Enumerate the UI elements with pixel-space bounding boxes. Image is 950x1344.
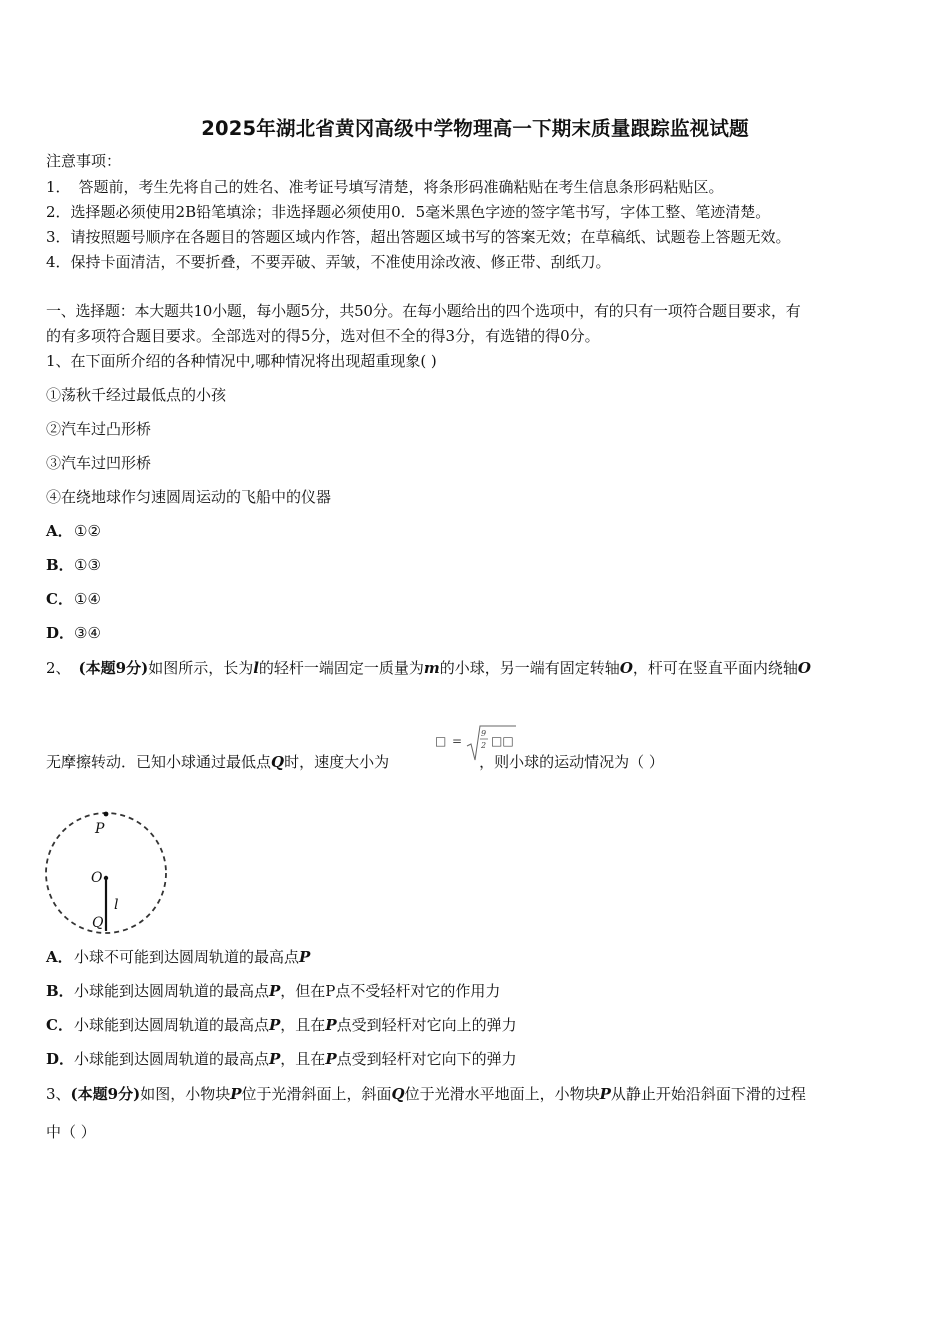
option-text: 小球能到达圆周轨道的最高点: [74, 982, 270, 1000]
notice-text: 请按照题号顺序在各题目的答题区域内作答，超出答题区域书写的答案无效；在草稿纸、试题卷上答题无效。: [70, 228, 791, 246]
var-m: m: [423, 659, 440, 677]
q2-text: 的轻杆一端固定一质量为: [258, 659, 424, 677]
notice-text: 保持卡面清洁，不要折叠，不要弄破、弄皱，不准使用涂改液、修正带、刮纸刀。: [70, 253, 611, 271]
label-q: Q: [92, 915, 104, 931]
option-label: A．: [46, 522, 73, 540]
var-p: P: [269, 1050, 281, 1068]
option-label: B．: [46, 982, 74, 1000]
var-p: P: [269, 982, 281, 1000]
label-l: l: [114, 897, 119, 913]
q2-option-c: [46, 1016, 517, 1034]
label-p: P: [95, 821, 105, 837]
var-p: P: [269, 1016, 281, 1034]
q2-text: 时，速度大小为: [284, 753, 390, 771]
q2-text: ，杆可在竖直平面内绕轴: [632, 659, 798, 677]
var-l: l: [253, 659, 259, 677]
formula-num: 9: [481, 729, 487, 738]
q1-option-b: [46, 556, 101, 574]
notice-item: [46, 203, 770, 221]
axis-o-dot: [104, 876, 108, 880]
q1-item: ③汽车过凹形桥: [46, 454, 152, 472]
var-p: P: [325, 1050, 337, 1068]
formula-tail: □□: [491, 734, 514, 748]
q2-text: 如图所示，长为: [148, 659, 254, 677]
var-o: O: [797, 659, 811, 677]
option-label: A．: [46, 948, 73, 966]
option-label: D．: [46, 624, 75, 642]
var-q: Q: [391, 1085, 405, 1103]
notice-num: 3．: [46, 228, 71, 246]
q3-stem-line2: 中（ ）: [46, 1123, 96, 1141]
section-intro-line1: 一、选择题：本大题共10小题，每小题5分，共50分。在每小题给出的四个选项中，有的只有一项符合题目要求，有: [46, 302, 801, 320]
q1-item: ④在绕地球作匀速圆周运动的飞船中的仪器: [46, 488, 332, 506]
option-label: D．: [46, 1050, 75, 1068]
q3-score: (本题9分): [70, 1085, 141, 1103]
option-label: C．: [46, 1016, 73, 1034]
q1-option-c: [46, 590, 101, 608]
option-label: B．: [46, 556, 74, 574]
notice-heading: 注意事项：: [46, 152, 122, 170]
notice-item: [46, 228, 791, 246]
notice-num: 1．: [46, 178, 71, 196]
option-text: ，且在: [280, 1016, 326, 1034]
formula-lhs: □: [435, 734, 447, 748]
notice-item: [46, 178, 724, 196]
option-label: C．: [46, 590, 73, 608]
option-text: ①③: [74, 556, 101, 574]
notice-num: 2．: [46, 203, 71, 221]
option-text: ，且在: [280, 1050, 326, 1068]
option-text: ①②: [74, 522, 101, 540]
q1-stem: 1、在下面所介绍的各种情况中,哪种情况将出现超重现象( ): [46, 352, 437, 370]
q2-option-b: [46, 982, 500, 1000]
q3-text: 如图，小物块: [140, 1085, 231, 1103]
q1-option-d: [46, 624, 101, 642]
var-p: P: [299, 948, 311, 966]
var-o: O: [619, 659, 633, 677]
q2-score: (本题9分): [78, 659, 149, 677]
q2-text: 的小球，另一端有固定转轴: [439, 659, 620, 677]
page-title: 2025年湖北省黄冈高级中学物理高一下期末质量跟踪监视试题: [201, 117, 749, 140]
notice-item: [46, 253, 611, 271]
option-text: 小球能到达圆周轨道的最高点: [74, 1016, 270, 1034]
option-text: 小球能到达圆周轨道的最高点: [74, 1050, 270, 1068]
q2-stem-line1: [46, 659, 811, 677]
q3-stem-line1: [46, 1085, 806, 1103]
var-p: P: [599, 1085, 611, 1103]
var-q: Q: [271, 753, 285, 771]
section-intro-line2: 的有多项符合题目要求。全部选对的得5分，选对但不全的得3分，有选错的得0分。: [46, 327, 600, 345]
label-o: O: [91, 870, 103, 886]
var-p: P: [230, 1085, 242, 1103]
var-p: P: [325, 1016, 337, 1034]
q2-option-d: [46, 1050, 517, 1068]
q3-text: 位于光滑斜面上，斜面: [241, 1085, 392, 1103]
notice-text: 答题前，考生先将自己的姓名、准考证号填写清楚，将条形码准确粘贴在考生信息条形码粘贴区。: [78, 178, 724, 196]
circle-figure: [42, 810, 177, 944]
q3-text: 从静止开始沿斜面下滑的过程: [610, 1085, 806, 1103]
point-p-dot: [104, 812, 109, 817]
q2-text: ，则小球的运动情况为（ ）: [479, 753, 664, 771]
formula-den: 2: [481, 741, 487, 750]
q1-item: ②汽车过凸形桥: [46, 420, 152, 438]
option-text: ③④: [74, 624, 101, 642]
q2-option-a: [46, 948, 310, 966]
option-text: ①④: [74, 590, 101, 608]
option-text: 点受到轻杆对它向上的弹力: [336, 1016, 517, 1034]
q1-option-a: [46, 522, 101, 540]
q2-text: 无摩擦转动．已知小球通过最低点: [46, 753, 272, 771]
notice-text: 选择题必须使用2B铅笔填涂；非选择题必须使用0．5毫米黑色字迹的签字笔书写，字体工整、笔迹清楚。: [70, 203, 771, 221]
notice-num: 4．: [46, 253, 71, 271]
figure-svg: [42, 810, 177, 940]
q1-item: ①荡秋千经过最低点的小孩: [46, 386, 227, 404]
option-text: 点受到轻杆对它向下的弹力: [336, 1050, 517, 1068]
q2-number: 2、: [46, 659, 71, 677]
option-text: ，但在P点不受轻杆对它的作用力: [280, 982, 501, 1000]
q3-text: 位于光滑水平地面上，小物块: [404, 1085, 600, 1103]
q3-number: 3、: [46, 1085, 71, 1103]
formula-equals: =: [452, 734, 463, 748]
option-text: 小球不可能到达圆周轨道的最高点: [74, 948, 300, 966]
q2-stem-line2: [46, 753, 664, 771]
